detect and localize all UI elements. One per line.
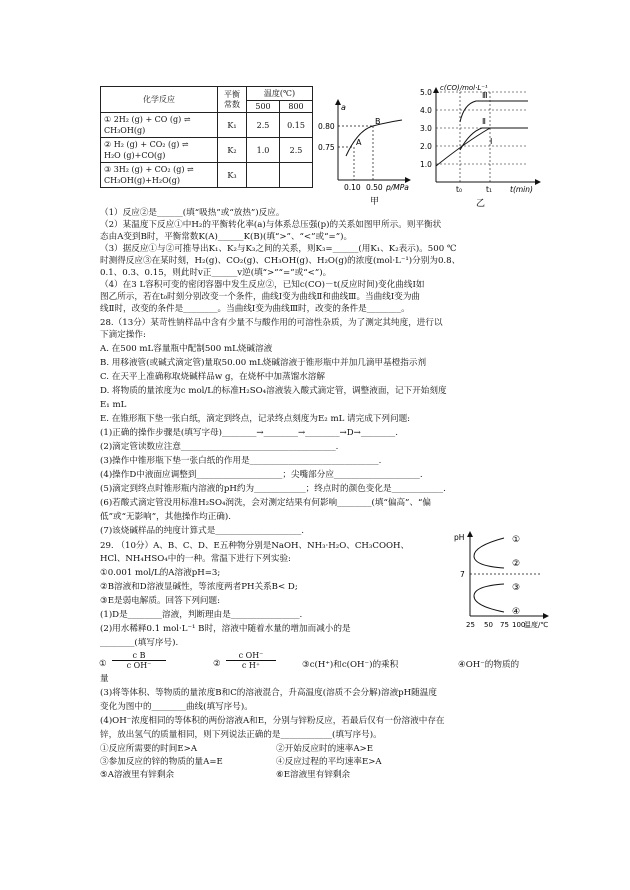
q29-1: (1)D是________溶液，判断理由是________________. [100,610,303,620]
reaction-3-line2: CH₃OH(g)+H₂O(g) [104,176,181,185]
q27-3b: 时测得反应③在某时刻，H₂(g)、CO₂(g)、CH₃OH(g)、H₂O(g)的浓度(mol·L⁻¹)分别为0.8、 [100,256,461,266]
table-row [101,113,313,138]
option-1-numerator: c B [112,651,166,661]
option-fraction-1: ① c B c OH⁻ [100,651,166,670]
q27-4b: 图乙所示，若在t₀时刻分别改变一个条件，曲线Ⅰ变为曲线Ⅱ和曲线Ⅲ。当曲线Ⅰ变为曲 [100,292,421,302]
q28-5: (5)滴定到终点时锥形瓶内溶液的pH约为____________；终点时的颜色变化是____________. [100,484,446,494]
q28-intro-b: 下滴定操作: [100,330,146,340]
jia-ytick-075: 0.75 [318,143,335,152]
yi-xtick-t1: t₁ [486,185,492,194]
q29-3a: (3)将等体积、等物质的量浓度B和C的溶液混合，升高温度(溶质不会分解)溶液pH随温度 [100,688,437,698]
reaction-1-line1: ① 2H₂ (g) + CO (g) ⇌ [104,115,191,124]
ph-label-3: ③ [512,583,521,593]
table-row [101,138,313,163]
ph-label-1: ① [512,535,521,545]
yi-xtick-t0: t₀ [456,185,462,194]
choice-4: ④反应过程的平均速率E>A [276,757,382,767]
ph-xtick-100: 100 [512,621,526,629]
q27-2b: 态由A变到B时，平衡常数K(A)______K(B)(填“>”、“<”或“=”)。 [100,232,353,242]
reaction-2-line2: H₂O (g)+CO(g) [104,151,166,160]
ph-xtick-75: 75 [500,621,509,629]
jia-xtick-010: 0.10 [344,183,361,192]
chart-ph [452,528,552,632]
q27-3c: 0.1、0.3、0.15，则此时v正______v逆(填“>”“=”或“<”)。 [100,268,332,278]
yi-ytick-5: 5.0 [420,88,432,97]
q29-intro-a: 29. （10分）A、B、C、D、E五种物分别是NaOH、NH₃·H₂O、CH₃COOH、 [100,541,410,551]
header-temperature: 温度(℃) [247,87,313,101]
q29-exp-2: ②B溶液和D溶液显碱性，等浓度两者PH关系B< D; [100,582,298,592]
value-k2-800: 2.5 [280,138,313,163]
option-2-numerator: c OH⁻ [226,651,276,661]
yi-ytick-4: 4.0 [420,106,432,115]
q28-step-b: B. 用移液管(或碱式滴定管)量取50.00 mL烧碱溶液于锥形瓶中并加几滴甲基橙指示剂 [100,358,427,368]
jia-point-b: B [375,117,381,126]
q29-2a: (2)用水稀释0.1 mol·L⁻¹ B时，溶液中随着水量的增加而减小的是 [100,624,351,634]
chart-jia [318,90,418,210]
yi-ytick-1: 1.0 [420,160,432,169]
ph-curve-1 [474,538,504,568]
option-fraction-2: ② c OH⁻ c H⁺ [216,651,276,670]
option-4: ④OH⁻的物质的 [458,660,520,670]
header-constant: 平衡常数 [218,87,247,113]
ph-label-4: ④ [512,607,521,617]
jia-point-a: A [356,138,362,147]
value-k1-800: 0.15 [280,113,313,138]
choice-5: ⑤A溶液里有锌剩余 [100,770,175,780]
q28-6a: (6)若酸式滴定管没用标准H₂SO₄润洗，会对测定结果有何影响________(填“偏高”、“偏 [100,498,432,508]
header-temp-800: 800 [280,101,313,113]
yi-label-2: Ⅱ [482,117,486,126]
jia-title: 甲 [370,197,380,207]
q28-step-d: D. 将物质的量浓度为c mol/L的标准H₂SO₄溶液装入酸式滴定管，调整液面，记下开始刻度 [100,386,447,396]
q29-3b: 变化为图中的________曲线(填写序号)。 [100,702,253,712]
q27-4a: （4）在3 L容积可变的密闭容器中发生反应②，已知c(CO)－t(反应时间)变化曲线Ⅰ如 [100,280,425,290]
q27-4c: 线Ⅱ时，改变的条件是________。当曲线Ⅰ变为曲线Ⅲ时，改变的条件是________。 [100,304,410,314]
header-temp-500: 500 [247,101,280,113]
yi-ytick-3: 3.0 [420,124,432,133]
yi-grid [436,92,528,182]
header-reaction: 化学反应 [101,87,218,113]
q29-intro-b: HCl、NH₄HSO₄中的一种。常温下进行下列实验: [100,554,291,564]
jia-curve [346,120,402,156]
yi-xlabel: t(min) [510,185,533,194]
constant-k2: K₂ [218,138,247,163]
option-2-denominator: c H⁺ [241,661,261,670]
choice-2: ②开始反应时的速率A>E [276,744,374,754]
option-1-denominator: c OH⁻ [126,661,152,670]
q28-6b: 低”或“无影响”，其他操作均正确). [100,512,231,522]
choice-3: ③参加反应的锌的物质的量A=E [100,757,223,767]
yi-ytick-2: 2.0 [420,142,432,151]
q27-2a: （2）某温度下反应①中H₂的平衡转化率(a)与体系总压强(p)的关系如图甲所示。则平衡状 [100,220,442,230]
ph-label-2: ② [512,559,521,569]
yi-label-3: Ⅲ [482,91,488,100]
chart-yi [416,82,544,210]
ph-xtick-50: 50 [484,621,493,629]
constant-k3: K₃ [218,163,247,188]
q27-1: （1）反应②是______(填“吸热”或“放热”)反应。 [100,208,285,218]
yi-curve-2 [460,128,528,150]
q29-4a: (4)OH⁻浓度相同的等体积的两份溶液A和E，分别与锌粉反应，若最后仅有一份溶液中存在 [100,716,445,726]
ph-xlabel: 温度/℃ [524,621,549,629]
q29-exp-3: ③E是弱电解质。回答下列问题: [100,596,220,606]
q28-1: (1)正确的操作步骤是(填写字母)________→________→________→D→________. [100,428,398,438]
reaction-1-line2: CH₃OH(g) [104,126,146,135]
value-k3-800 [280,163,313,188]
equilibrium-table [100,86,313,188]
yi-curve-1 [436,128,528,166]
q28-2: (2)滴定管读数应注意____________________________________. [100,442,339,452]
choice-1: ①反应所需要的时间E>A [100,744,198,754]
reaction-3-line1: ③ 3H₂ (g) + CO₂ (g) ⇌ [104,165,194,174]
q28-7: (7)该烧碱样品的纯度计算式是____________________. [100,526,304,536]
ph-ytick-7: 7 [460,570,465,579]
q28-4: (4)操作D中液面应调整到____________________；尖嘴部分应____________________. [100,470,423,480]
ph-xtick-25: 25 [466,621,475,629]
q28-step-c: C. 在天平上准确称取烧碱样品w g，在烧杯中加蒸馏水溶解 [100,372,325,382]
constant-k1: K₁ [218,113,247,138]
yi-ylabel: c(CO)/mol·L⁻¹ [440,84,488,92]
q28-intro-a: 28.（13分）某苛性钠样品中含有少量不与酸作用的可溶性杂质，为了测定其纯度，进行以 [100,318,443,328]
jia-ylabel: a [341,103,346,112]
ph-ylabel: pH [454,533,465,542]
value-k3-500 [247,163,280,188]
jia-xlabel: p/MPa [386,183,409,192]
value-k1-500: 2.5 [247,113,280,138]
yi-title: 乙 [476,199,486,209]
q27-3a: （3）据反应①与②可推导出K₁、K₂与K₃之间的关系，则K₃=______(用K₁、K₂表示)。500 ℃ [100,244,457,254]
value-k2-500: 1.0 [247,138,280,163]
q29-2b: ________(填写序号). [100,638,179,648]
q28-step-a: A. 在500 mL容量瓶中配制500 mL烧碱溶液 [100,344,273,354]
jia-ytick-080: 0.80 [318,122,335,131]
q28-step-d2: E₁ mL [100,400,127,410]
option-3: ③c(H⁺)和c(OH⁻)的乘积 [302,660,399,670]
reaction-2-line1: ② H₂ (g) + CO₂ (g) ⇌ [104,140,189,149]
q29-4b: 锌，放出氢气的质量相同，则下列说法正确的是____________(填写序号)。 [100,730,382,740]
ph-curve-4 [474,584,504,612]
table-row [101,163,313,188]
choice-6: ⑥E溶液里有锌剩余 [276,770,351,780]
q28-3: (3)操作中锥形瓶下垫一张白纸的作用是______________________________. [100,456,382,466]
yi-curve-3 [460,101,528,122]
yi-label-1: Ⅰ [490,137,493,146]
q29-exp-1: ①0.001 mol/L的A溶液pH=3; [100,568,221,578]
jia-xtick-050: 0.50 [366,183,383,192]
q28-step-e: E. 在锥形瓶下垫一张白纸，滴定到终点，记录终点刻度为E₂ mL 请完成下列问题: [100,414,411,424]
option-4-cont: 量 [100,674,109,684]
